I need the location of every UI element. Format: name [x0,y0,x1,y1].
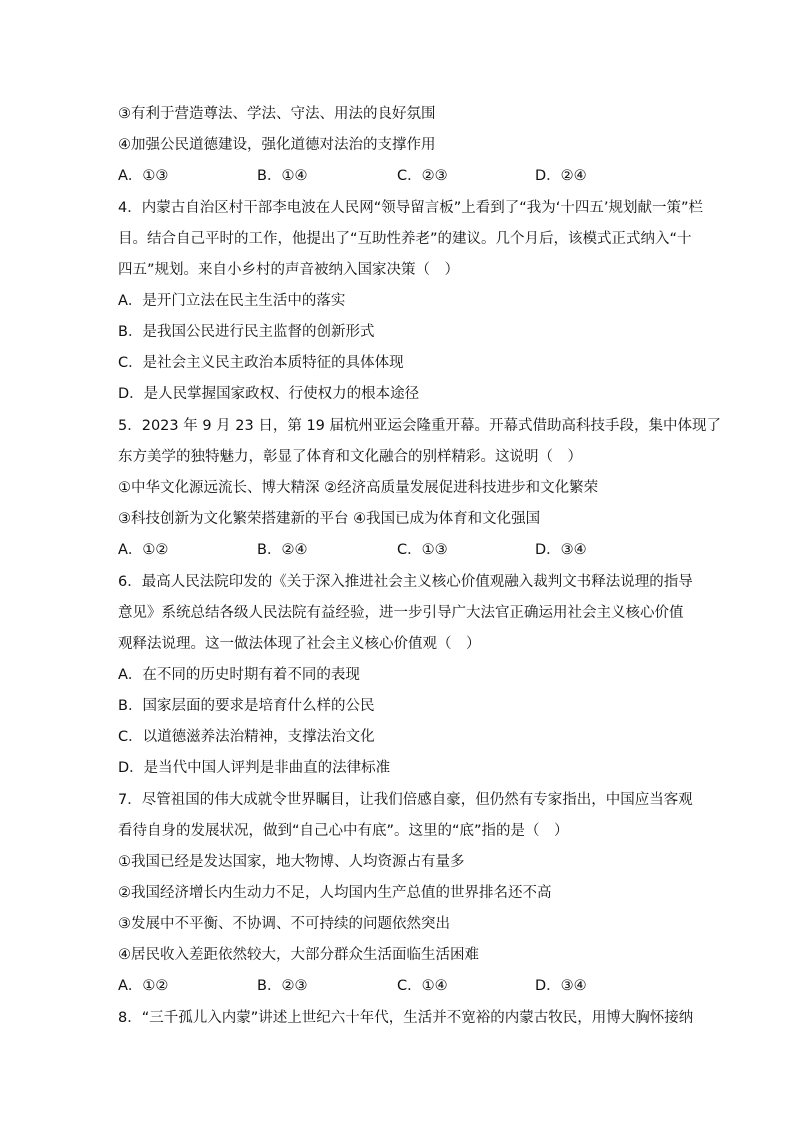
q4-stem-line-2: 目。结合自己平时的工作，他提出了“互助性养老”的建议。几个月后，该模式正式纳入“十 [118,231,692,247]
q6-option-b: B．国家层面的要求是培育什么样的公民 [118,698,375,714]
q5-items-3-4: ③科技创新为文化繁荣搭建新的平台 ④我国已成为体育和文化强国 [118,511,541,527]
q6-stem-line-3: 观释法说理。这一做法体现了社会主义核心价值观（ ） [118,636,481,652]
q3-item-3: ③有利于营造尊法、学法、守法、用法的良好氛围 [118,106,436,122]
q7-item-2: ②我国经济增长内生动力不足，人均国内生产总值的世界排名还不高 [118,885,552,901]
option-b: B．②③ [257,978,308,994]
q5-stem-line-2: 东方美学的独特魅力，彰显了体育和文化融合的别样精彩。这说明（ ） [118,449,582,465]
option-a: A．①② [118,542,169,558]
q5-items-1-2: ①中华文化源远流长、博大精深 ②经济高质量发展促进科技进步和文化繁荣 [118,480,599,496]
q6-option-c: C．以道德滋养法治精神，支撑法治文化 [118,729,375,745]
q7-item-3: ③发展中不平衡、不协调、不可持续的问题依然突出 [118,916,450,932]
q3-item-4: ④加强公民道德建设，强化道德对法治的支撑作用 [118,137,436,153]
option-c: C．②③ [397,168,448,184]
option-c: C．①④ [397,978,448,994]
option-d: D．③④ [535,542,587,558]
q5-stem-line-1: 5．2023 年 9 月 23 日，第 19 届杭州亚运会隆重开幕。开幕式借助高科技手段，集中体现了 [118,418,722,434]
option-a: A．①③ [118,168,169,184]
q7-stem-line-2: 看待自身的发展状况，做到“自己心中有底”。这里的“底”指的是（ ） [118,823,569,839]
q3-options [118,166,678,186]
q7-item-4: ④居民收入差距依然较大，大部分群众生活面临生活困难 [118,947,479,963]
q4-option-a: A．是开门立法在民主生活中的落实 [118,293,346,309]
option-b: B．②④ [257,542,308,558]
option-c: C．①③ [397,542,448,558]
q4-stem-line-3: 四五”规划。来自小乡村的声音被纳入国家决策（ ） [118,262,460,278]
q4-stem-line-1: 4．内蒙古自治区村干部李电波在人民网“领导留言板”上看到了“我为‘十四五’规划献一策”栏 [118,200,703,216]
q6-option-a: A．在不同的历史时期有着不同的表现 [118,667,360,683]
q6-stem-line-1: 6．最高人民法院印发的《关于深入推进社会主义核心价值观融入裁判文书释法说理的指导 [118,574,693,590]
q7-stem-line-1: 7．尽管祖国的伟大成就令世界瞩目，让我们倍感自豪，但仍然有专家指出，中国应当客观 [118,792,693,808]
q4-option-d: D．是人民掌握国家政权、行使权力的根本途径 [118,386,420,402]
q8-stem-line-1: 8．“三千孤儿入内蒙”讲述上世纪六十年代，生活并不宽裕的内蒙古牧民，用博大胸怀接纳 [118,1010,694,1026]
option-b: B．①④ [257,168,308,184]
q4-option-b: B．是我国公民进行民主监督的创新形式 [118,324,375,340]
q7-item-1: ①我国已经是发达国家，地大物博、人均资源占有量多 [118,854,465,870]
option-a: A．①② [118,978,169,994]
q7-options [118,976,678,996]
q6-stem-line-2: 意见》系统总结各级人民法院有益经验，进一步引导广大法官正确运用社会主义核心价值 [118,605,684,621]
option-d: D．②④ [535,168,587,184]
q6-option-d: D．是当代中国人评判是非曲直的法律标准 [118,760,391,776]
q4-option-c: C．是社会主义民主政治本质特征的具体体现 [118,355,404,371]
option-d: D．③④ [535,978,587,994]
q5-options [118,540,678,560]
